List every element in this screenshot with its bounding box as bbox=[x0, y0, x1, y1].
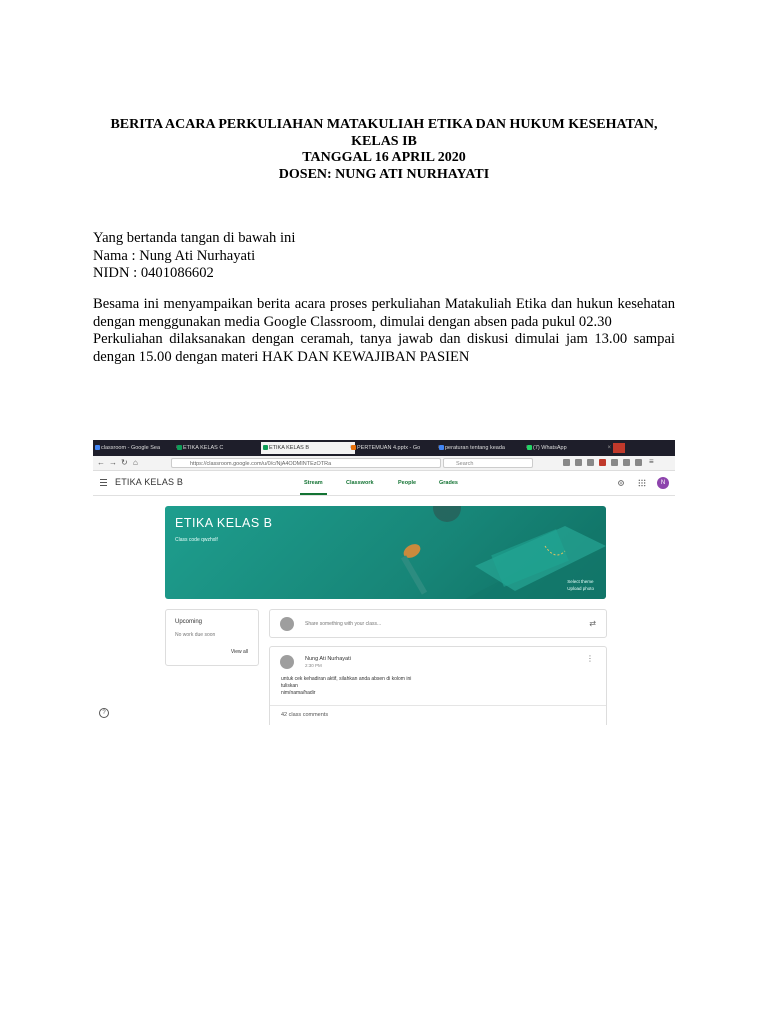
tab-favicon-icon bbox=[263, 445, 268, 450]
account-avatar[interactable]: N bbox=[657, 477, 669, 489]
identity-block bbox=[93, 230, 683, 283]
class-title[interactable]: ETIKA KELAS B bbox=[115, 477, 184, 487]
header-lecturer: DOSEN: NUNG ATI NURHAYATI bbox=[278, 166, 490, 182]
search-placeholder: Search bbox=[456, 461, 474, 467]
forward-arrow-icon[interactable]: → bbox=[109, 458, 117, 467]
extension-icon[interactable] bbox=[635, 459, 642, 466]
banner-theme-actions bbox=[567, 578, 594, 592]
tab-label: classroom - Google Sea bbox=[101, 445, 160, 451]
extension-icon[interactable] bbox=[623, 459, 630, 466]
browser-tab[interactable] bbox=[525, 442, 613, 454]
select-theme-link[interactable]: Select theme bbox=[567, 579, 594, 584]
tab-favicon-icon bbox=[95, 445, 100, 450]
header-date: TANGGAL 16 APRIL 2020 bbox=[302, 150, 466, 165]
tab-favicon-icon bbox=[351, 445, 356, 450]
browser-tab-active[interactable] bbox=[261, 442, 355, 454]
browser-tab[interactable] bbox=[175, 442, 267, 454]
url-text: https://classroom.google.com/u/0/c/NjA4ODMINTEzOTRa bbox=[190, 461, 332, 467]
more-options-icon[interactable]: ⋮ bbox=[586, 654, 594, 663]
post-line: tuliskan bbox=[281, 683, 298, 689]
view-all-link[interactable]: View all bbox=[230, 649, 248, 655]
upcoming-card bbox=[165, 609, 259, 666]
identity-name: Nama : Nung Ati Nurhayati bbox=[93, 247, 256, 264]
document-header bbox=[60, 117, 708, 183]
sidebar-icon[interactable] bbox=[575, 459, 582, 466]
browser-tab-bar bbox=[93, 440, 675, 456]
post-time: 2:30 PM bbox=[305, 663, 322, 668]
identity-intro: Yang bertanda tangan di bawah ini bbox=[93, 230, 296, 246]
hamburger-menu-icon[interactable] bbox=[100, 479, 107, 488]
class-banner bbox=[165, 506, 606, 599]
browser-search-input[interactable] bbox=[443, 458, 533, 468]
tab-label: ETIKA KELAS B bbox=[269, 445, 310, 451]
classroom-app-bar bbox=[93, 471, 675, 496]
body-text bbox=[93, 296, 675, 366]
tab-people[interactable]: People bbox=[398, 480, 417, 486]
library-icon[interactable] bbox=[563, 459, 570, 466]
extension-icon[interactable] bbox=[599, 459, 606, 466]
home-icon[interactable]: ⌂ bbox=[133, 458, 138, 467]
settings-gear-icon[interactable] bbox=[617, 479, 625, 487]
address-field[interactable] bbox=[171, 458, 441, 468]
close-icon[interactable]: × bbox=[607, 445, 611, 451]
tab-favicon-icon bbox=[177, 445, 182, 450]
menu-icon[interactable]: ≡ bbox=[649, 457, 654, 466]
tab-classwork[interactable]: Classwork bbox=[346, 480, 374, 486]
browser-tab[interactable] bbox=[349, 442, 443, 454]
back-arrow-icon[interactable]: ← bbox=[97, 458, 105, 467]
identity-nidn: NIDN : 0401086602 bbox=[93, 265, 214, 281]
tab-label: PERTEMUAN 4.pptx - Go bbox=[357, 445, 421, 451]
reload-icon[interactable]: ↻ bbox=[121, 458, 128, 467]
screenshot-icon[interactable] bbox=[587, 459, 594, 466]
tab-favicon-icon bbox=[439, 445, 444, 450]
body-paragraph-1: Besama ini menyampaikan berita acara proses perkuliahan Matakuliah Etika dan hukun kesehatan dengan menggunakan media Google Classroom, dimulai dengan absen pada pukul 02.30 bbox=[93, 296, 675, 330]
header-title: BERITA ACARA PERKULIAHAN MATAKULIAH ETIKA DAN HUKUM KESEHATAN, bbox=[110, 117, 658, 132]
classroom-screenshot bbox=[93, 440, 675, 725]
share-placeholder: Share something with your class... bbox=[305, 621, 382, 627]
post-body bbox=[281, 676, 411, 697]
post-line: untuk cek kehadiran aktif, silahkan anda absen di kolom ini bbox=[281, 676, 412, 682]
banner-class-title: ETIKA KELAS B bbox=[175, 516, 273, 530]
upload-photo-link[interactable]: Upload photo bbox=[567, 586, 594, 591]
browser-tab[interactable] bbox=[437, 442, 531, 454]
apps-grid-icon[interactable] bbox=[638, 479, 646, 487]
tab-label: peraturan tentang keada bbox=[445, 445, 505, 451]
tab-stream[interactable]: Stream bbox=[304, 480, 323, 486]
share-box[interactable] bbox=[269, 609, 607, 638]
avatar bbox=[280, 655, 294, 669]
post-author: Nung Ati Nurhayati bbox=[305, 656, 351, 662]
help-icon[interactable]: ? bbox=[99, 708, 109, 718]
browser-url-bar bbox=[93, 456, 675, 471]
browser-tab[interactable] bbox=[93, 442, 181, 454]
header-class: KELAS IB bbox=[351, 133, 417, 149]
class-code[interactable]: Class code qwzhxlf bbox=[175, 537, 218, 543]
repost-icon[interactable]: ⇄ bbox=[589, 619, 596, 628]
post-line: nim/nama/hadir bbox=[281, 690, 316, 696]
extension-icon[interactable] bbox=[611, 459, 618, 466]
avatar bbox=[280, 617, 294, 631]
tab-grades[interactable]: Grades bbox=[439, 480, 458, 486]
stream-post bbox=[269, 646, 607, 725]
tab-label: ETIKA KELAS C bbox=[183, 445, 224, 451]
divider bbox=[270, 705, 606, 706]
tab-favicon-icon bbox=[527, 445, 532, 450]
window-close-icon[interactable] bbox=[613, 443, 625, 453]
upcoming-empty: No work due soon bbox=[175, 632, 216, 638]
tab-label: (7) WhatsApp bbox=[533, 445, 567, 451]
class-comments-link[interactable]: 42 class comments bbox=[281, 712, 329, 718]
upcoming-title: Upcoming bbox=[175, 619, 203, 625]
body-paragraph-2: Perkuliahan dilaksanakan dengan ceramah, tanya jawab dan diskusi dimulai jam 13.00 sampai dengan 15.00 dengan materi HAK DAN KEWAJIBAN PASIEN bbox=[93, 331, 675, 365]
